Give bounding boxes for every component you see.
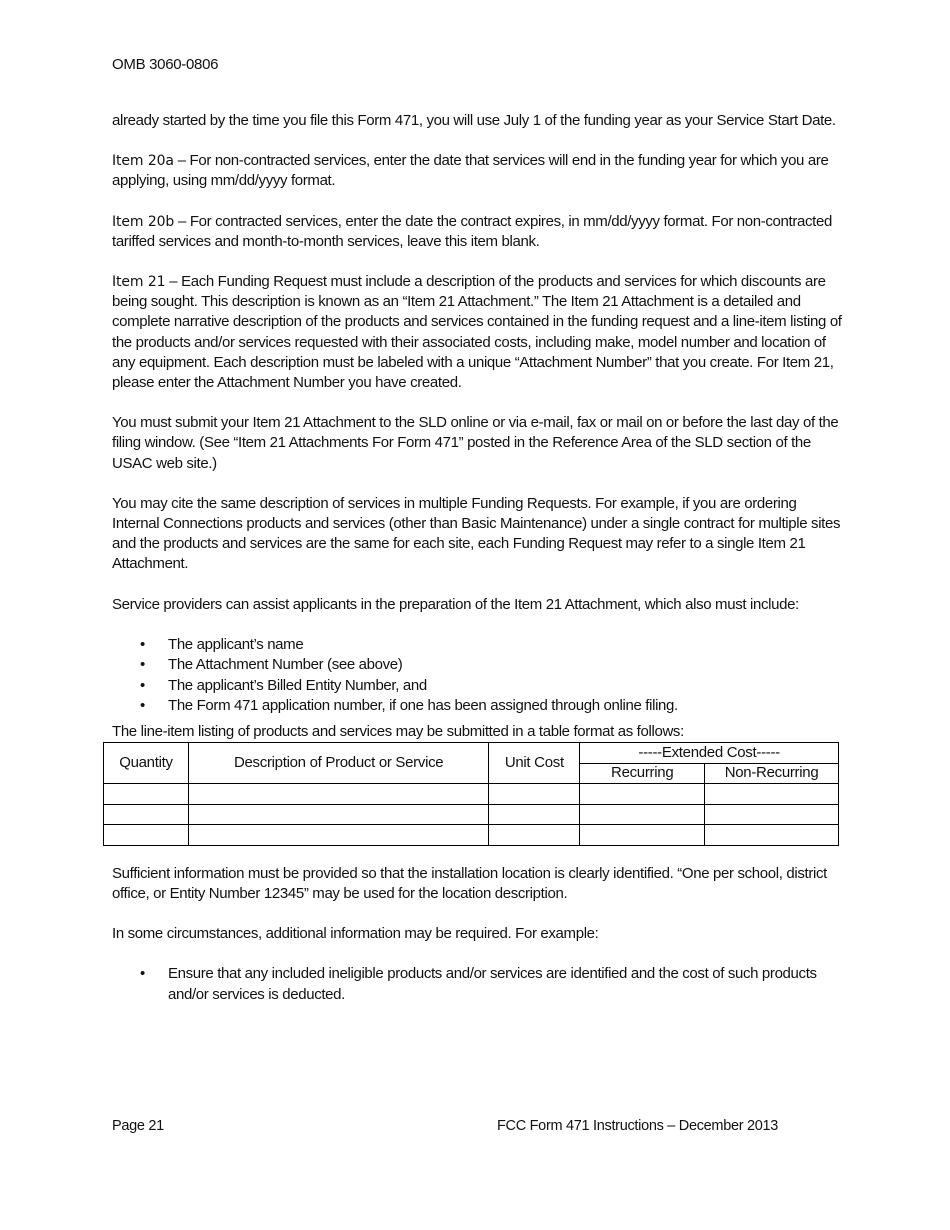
item-20b-label: Item 20b	[112, 213, 175, 230]
page-number: Page 21	[112, 1118, 164, 1134]
item-20a-text: – For non-contracted services, enter the date that services will end in the funding year for which you are applying, using mm/dd/yyyy format.	[112, 152, 829, 190]
circumstances-paragraph: In some circumstances, additional information may be required. For example:	[112, 924, 599, 942]
table-row	[104, 825, 839, 846]
unit-cost-header: Unit Cost	[489, 743, 580, 784]
list-item: • The Form 471 application number, if one has been assigned through online filing.	[112, 696, 842, 717]
omb-number: OMB 3060-0806	[112, 56, 219, 73]
bullet-icon: •	[140, 676, 145, 694]
recurring-header: Recurring	[580, 763, 705, 784]
list-item: • The applicant’s name	[112, 635, 842, 656]
list-item: • The applicant’s Billed Entity Number, and	[112, 676, 842, 697]
item-20b-paragraph	[112, 212, 842, 252]
list-item: • Ensure that any included ineligible products and/or services are identified and the cost of such products and/or services is deducted.	[140, 965, 817, 1003]
non-recurring-header: Non-Recurring	[705, 763, 839, 784]
bullet-icon: •	[140, 635, 145, 653]
location-paragraph: Sufficient information must be provided so that the installation location is clearly identified. “One per school, district office, or Entity Number 12345” may be used for the location description.	[112, 864, 827, 902]
cite-description-paragraph: You may cite the same description of services in multiple Funding Requests. For example, if you are ordering Internal Connections products and services (other than Basic Maintenance) under a single contract for multiple sites and the products and services are the same for each site, each Funding Request may refer to a single Item 21 Attachment.	[112, 494, 841, 573]
form-title-footer: FCC Form 471 Instructions – December 2013	[497, 1118, 779, 1134]
table-intro-paragraph: The line-item listing of products and services may be submitted in a table format as follows:	[112, 722, 684, 740]
list-item: • The Attachment Number (see above)	[112, 655, 842, 676]
table-row	[104, 804, 839, 825]
item-20b-text: – For contracted services, enter the date the contract expires, in mm/dd/yyyy format. For non-contracted tariffed services and month-to-month services, leave this item blank.	[112, 212, 832, 250]
include-list	[112, 635, 842, 717]
item-20a-paragraph	[112, 151, 842, 191]
quantity-header: Quantity	[104, 743, 189, 784]
extended-cost-header: -----Extended Cost-----	[580, 743, 839, 764]
table-row	[104, 784, 839, 805]
item-21-paragraph	[112, 272, 842, 393]
item-21-label: Item 21	[112, 274, 166, 291]
line-item-table	[103, 742, 839, 846]
item-21-text: – Each Funding Request must include a description of the products and services for which discounts are being sought. This description is known as an “Item 21 Attachment.” The Item 21 Attachment is a detailed and complete narrative description of the products and services contained in the funding request and a line-item listing of the products and/or services requested with their associated costs, including make, model number and location of any equipment. Each description must be labeled with a unique “Attachment Number” that you create. For Item 21, please enter the Attachment Number you have created.	[112, 273, 842, 392]
bullet-icon: •	[140, 697, 145, 715]
description-header: Description of Product or Service	[188, 743, 488, 784]
submit-attachment-paragraph: You must submit your Item 21 Attachment to the SLD online or via e-mail, fax or mail on or before the last day of the filing window. (See “Item 21 Attachments For Form 471” posted in the Reference Area of the SLD section of the USAC web site.)	[112, 414, 839, 472]
service-providers-paragraph: Service providers can assist applicants in the preparation of the Item 21 Attachment, which also must include:	[112, 595, 799, 613]
bullet-icon: •	[140, 656, 145, 674]
document-body	[112, 111, 842, 1010]
service-start-date-paragraph: already started by the time you file this Form 471, you will use July 1 of the funding year as your Service Start Date.	[112, 112, 836, 129]
item-20a-label: Item 20a	[112, 153, 174, 170]
example-list	[112, 964, 842, 1005]
bullet-icon: •	[140, 965, 145, 983]
